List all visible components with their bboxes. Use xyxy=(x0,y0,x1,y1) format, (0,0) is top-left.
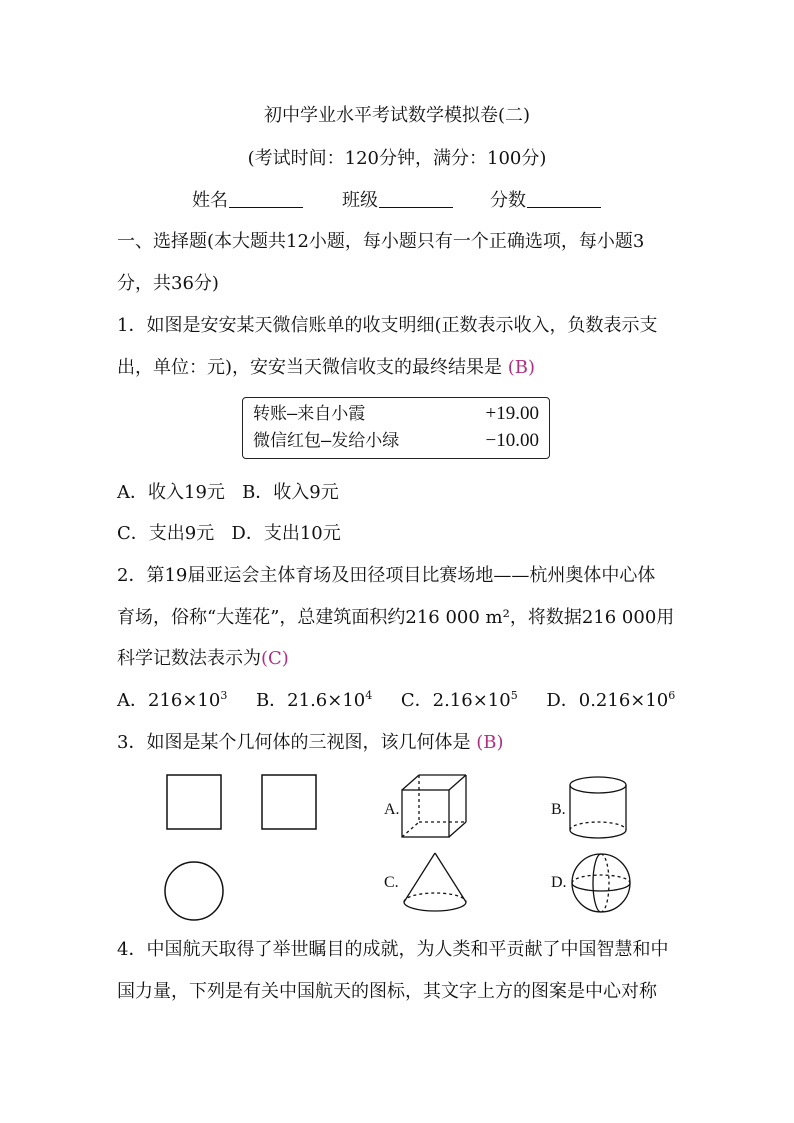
bill-desc: 转账—来自小霞 xyxy=(253,404,366,424)
q2-option-d: D．$0.216\times 10^6$ xyxy=(546,689,676,711)
q2-stem: 科学记数法表示为 xyxy=(117,648,261,669)
section-heading: 一、选择题(本大题共12小题，每小题只有一个正确选项，每小题3 xyxy=(117,231,645,252)
q1-option-b: B．收入9元 xyxy=(242,482,339,503)
section-heading-cont: 分，共36分) xyxy=(117,273,219,294)
name-label: 姓名 xyxy=(192,190,228,211)
q2-option-a: A．$216\times 10^3$ xyxy=(117,689,228,711)
bill-amount: +19.00 xyxy=(485,403,539,424)
q1-answer: (B) xyxy=(507,357,536,378)
q2-text-line1: 2．第19届亚运会主体育场及田径项目比赛场地——杭州奥体中心体 xyxy=(117,565,656,586)
q2-text-line2: 育场，俗称“大莲花”，总建筑面积约216 000 m²，将数据216 000用 xyxy=(117,607,675,628)
score-label: 分数 xyxy=(490,190,526,211)
q1-option-a: A．收入19元 xyxy=(117,482,225,503)
q2-option-c: C．$2.16\times 10^5$ xyxy=(400,689,518,711)
cone-label: C. xyxy=(384,874,399,891)
cylinder-figure xyxy=(570,777,626,838)
side-view-square xyxy=(262,775,316,829)
q3-stem: 3．如图是某个几何体的三视图，该几何体是 xyxy=(117,732,471,753)
cube-label: A. xyxy=(384,801,400,818)
cone-figure xyxy=(404,853,466,911)
cube-figure xyxy=(402,775,466,837)
page-subtitle: (考试时间：120分钟，满分：100分) xyxy=(247,148,547,169)
front-view-square xyxy=(167,775,221,829)
bill-desc: 微信红包—发给小绿 xyxy=(253,431,400,451)
cylinder-label: B. xyxy=(551,801,566,818)
bill-amount: −10.00 xyxy=(485,430,539,451)
top-view-circle xyxy=(165,862,223,920)
q4-text-line1: 4．中国航天取得了举世瞩目的成就，为人类和平贡献了中国智慧和中 xyxy=(117,939,669,960)
q1-option-d: D．支出10元 xyxy=(231,523,341,544)
q2-option-b: B．$21.6\times 10^4$ xyxy=(255,689,373,711)
q1-text-line1: 1．如图是安安某天微信账单的收支明细(正数表示收入，负数表示支 xyxy=(117,315,658,336)
q1-stem: 出，单位：元)，安安当天微信收支的最终结果是 xyxy=(117,357,503,378)
q2-answer: (C) xyxy=(261,648,289,669)
sphere-figure xyxy=(572,854,630,912)
sphere-label: D. xyxy=(551,874,567,891)
class-label: 班级 xyxy=(342,190,378,211)
page-title: 初中学业水平考试数学模拟卷(二) xyxy=(263,105,531,126)
q1-option-c: C．支出9元 xyxy=(117,523,215,544)
q3-answer: (B) xyxy=(476,732,504,753)
q4-text-line2: 国力量，下列是有关中国航天的图标，其文字上方的图案是中心对称 xyxy=(117,981,657,1002)
